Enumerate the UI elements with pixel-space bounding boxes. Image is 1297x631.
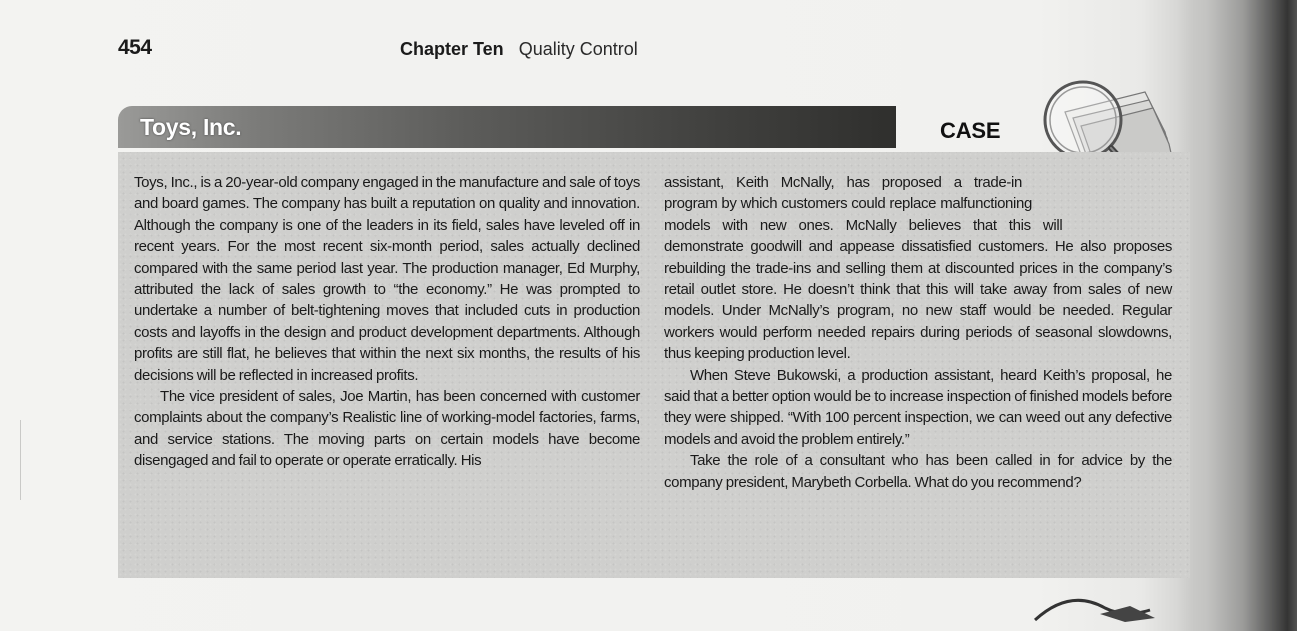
running-head [400, 39, 638, 60]
left-column [134, 172, 640, 472]
paragraph: assistant, Keith McNally, has proposed a trade-in program by which customers could replace malfunctioning models with new ones. McNally believes that this will demonstrate goodwill and appease dissatisfied customers. He also proposes rebuilding the trade-ins and selling them at discounted prices in the company’s retail outlet store. He doesn’t think that this will take away from sales of new models. Under McNally’s program, no new staff would be needed. Regular workers would perform needed repairs during periods of seasonal slowdowns, thus keeping production level. [664, 174, 1172, 363]
case-label: CASE [940, 118, 1001, 143]
paragraph: Take the role of a consultant who has been called in for advice by the company president, Marybeth Corbella. What do you recommend? [664, 452, 1172, 491]
section-title: Quality Control [518, 39, 638, 59]
running-header [118, 36, 1018, 66]
chapter-title: Chapter Ten [400, 39, 504, 59]
right-column [664, 172, 1172, 493]
paragraph: Toys, Inc., is a 20-year-old company engaged in the manufacture and sale of toys and board games. The company has built a reputation on quality and innovation. Although the company is one of the leaders in its field, sales have leveled off in recent years. For the most recent six-month period, sales actually declined compared with the same period last year. The production manager, Ed Murphy, attributed the lack of sales growth to “the economy.” He was prompted to undertake a number of belt-tightening moves that included cuts in production costs and layoffs in the design and product development departments. Although profits are still flat, he believes that within the next six months, the results of his decisions will be reflected in increased profits. [134, 174, 640, 384]
case-title-bar [118, 106, 896, 148]
page-number: 454 [118, 36, 152, 59]
case-title: Toys, Inc. [140, 114, 242, 140]
paragraph: When Steve Bukowski, a production assistant, heard Keith’s proposal, he said that a better option would be to increase inspection of finished models before they were shipped. “With 100 percent inspection, we can weed out any defective models and avoid the problem entirely.” [664, 366, 1172, 448]
book-gutter-shadow [1177, 0, 1297, 631]
paragraph: The vice president of sales, Joe Martin, has been concerned with customer complaints about the company’s Realistic line of working-model factories, farms, and service stations. The moving parts on certain models have become disengaged and fail to operate or operate erratically. His [134, 388, 640, 470]
case-body [118, 152, 1190, 578]
margin-mark [20, 420, 21, 500]
decorative-flourish-icon [1030, 588, 1170, 628]
